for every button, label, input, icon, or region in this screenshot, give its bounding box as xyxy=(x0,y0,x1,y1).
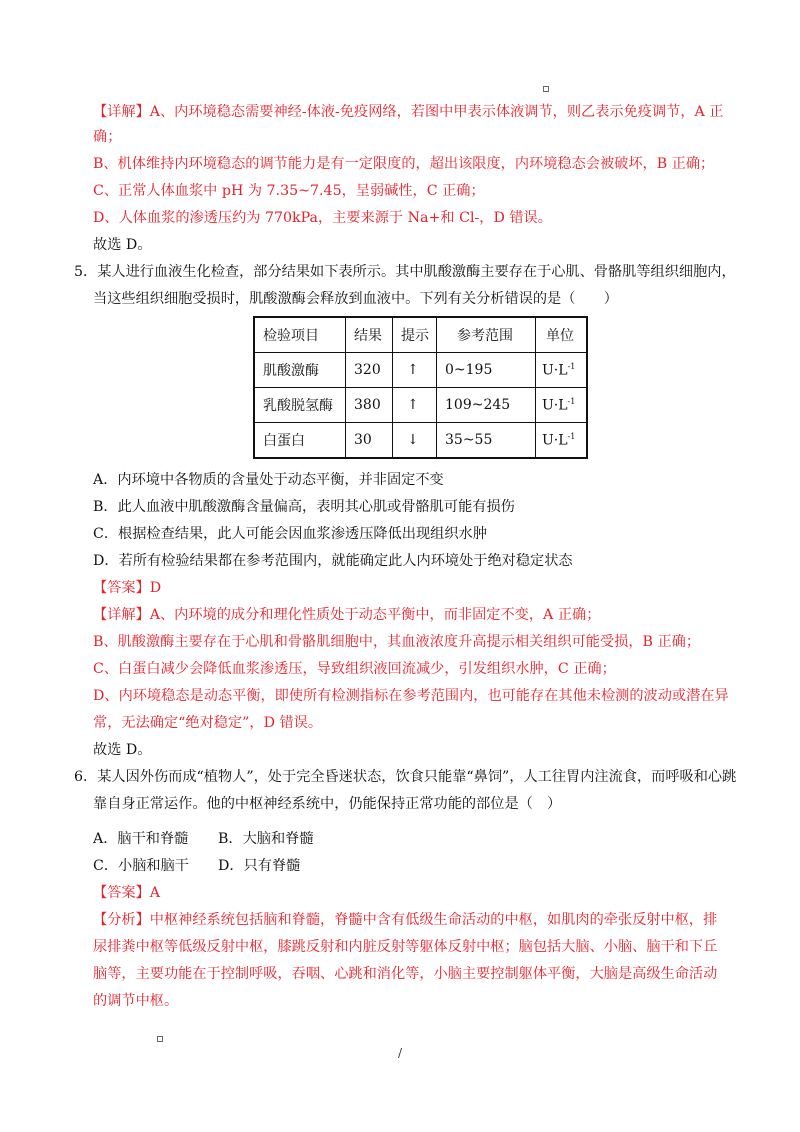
explain-line: 确； xyxy=(93,129,122,145)
question-6-stem: 靠自身正常运作。他的中枢神经系统中，仍能保持正常功能的部位是（ ） xyxy=(93,796,562,812)
unit-exponent: -1 xyxy=(567,396,576,406)
header-cell: 单位 xyxy=(536,317,588,353)
table-row xyxy=(254,353,587,388)
option-a: A．内环境中各物质的含量处于动态平衡，并非固定不变 xyxy=(93,472,444,488)
explain-line: D、人体血浆的渗透压约为 770kPa，主要来源于 Na+和 Cl-，D 错误。 xyxy=(93,210,552,226)
corner-mark-bottom xyxy=(157,1036,163,1042)
unit-base: U·L xyxy=(542,397,568,414)
analysis-line: 脑等，主要功能在于控制呼吸，吞咽、心跳和消化等，小脑主要控制躯体平衡，大脑是高级生命活动 xyxy=(93,966,718,982)
option-c: C．根据检查结果，此人可能会因血浆渗透压降低出现组织水肿 xyxy=(93,526,487,542)
question-5-stem: 当这些组织细胞受损时，肌酸激酶会释放到血液中。下列有关分析错误的是（ ） xyxy=(93,291,618,307)
table-row xyxy=(254,423,587,459)
explain-line: 常，无法确定“绝对稳定”，D 错误。 xyxy=(93,715,323,731)
analysis-line: 尿排粪中枢等低级反射中枢，膝跳反射和内脏反射等躯体反射中枢；脑包括大脑、小脑、脑干和下丘 xyxy=(93,939,718,955)
page-footer: / xyxy=(398,1046,403,1060)
explain-line: B、机体维持内环境稳态的调节能力是有一定限度的，超出该限度，内环境稳态会被破坏，B 正确； xyxy=(93,156,715,172)
answer-label: 【答案】D xyxy=(93,580,162,596)
cell: 白蛋白 xyxy=(254,423,346,459)
unit-exponent: -1 xyxy=(567,431,576,441)
cell: 0~195 xyxy=(437,353,536,388)
cell: ↓ xyxy=(393,423,437,459)
option-a: A．脑干和脊髓 xyxy=(93,831,189,847)
option-b: B．此人血液中肌酸激酶含量偏高，表明其心肌或骨骼肌可能有损伤 xyxy=(93,499,515,515)
cell xyxy=(536,423,588,459)
unit-base: U·L xyxy=(542,432,568,449)
explain-line: D、内环境稳态是动态平衡，即使所有检测指标在参考范围内，也可能存在其他未检测的波动或潜在异 xyxy=(93,688,729,704)
cell: 肌酸激酶 xyxy=(254,353,346,388)
conclusion-line: 故选 D。 xyxy=(93,237,152,253)
cell: 35~55 xyxy=(437,423,536,459)
analysis-line: 的调节中枢。 xyxy=(93,993,179,1009)
table-header-row xyxy=(254,317,587,353)
explain-line: C、白蛋白减少会降低血浆渗透压，导致组织液回流减少，引发组织水肿，C 正确； xyxy=(93,661,616,677)
option-d: D．若所有检验结果都在参考范围内，就能确定此人内环境处于绝对稳定状态 xyxy=(93,553,573,569)
explain-line: C、正常人体血浆中 pH 为 7.35~7.45，呈弱碱性，C 正确； xyxy=(93,183,485,199)
lab-results-table xyxy=(253,316,588,459)
header-cell: 参考范围 xyxy=(437,317,536,353)
cell: 320 xyxy=(346,353,393,388)
cell: 109~245 xyxy=(437,388,536,423)
analysis-line: 【分析】中枢神经系统包括脑和脊髓，脊髓中含有低级生命活动的中枢，如肌肉的牵张反射中枢，排 xyxy=(93,912,718,928)
cell: 380 xyxy=(346,388,393,423)
option-b: B．大脑和脊髓 xyxy=(218,831,314,847)
option-c: C．小脑和脑干 xyxy=(93,858,189,874)
cell: 30 xyxy=(346,423,393,459)
explain-line: 【详解】A、内环境的成分和理化性质处于动态平衡中，而非固定不变，A 正确； xyxy=(93,607,601,623)
unit-base: U·L xyxy=(542,362,568,379)
header-cell: 结果 xyxy=(346,317,393,353)
question-5-stem: 5．某人进行血液生化检查，部分结果如下表所示。其中肌酸激酶主要存在于心肌、骨骼肌等组织细胞内， xyxy=(74,264,736,280)
answer-label: 【答案】A xyxy=(93,885,160,901)
cell xyxy=(536,388,588,423)
conclusion-line: 故选 D。 xyxy=(93,742,152,758)
corner-mark-top xyxy=(543,86,549,92)
table-row xyxy=(254,388,587,423)
option-d: D．只有脊髓 xyxy=(218,858,301,874)
question-6-stem: 6．某人因外伤而成“植物人”，处于完全昏迷状态，饮食只能靠“鼻饲”，人工往胃内注流食，而呼吸和心跳 xyxy=(74,769,737,785)
unit-exponent: -1 xyxy=(567,361,576,371)
header-cell: 提示 xyxy=(393,317,437,353)
header-cell: 检验项目 xyxy=(254,317,346,353)
explain-line: 【详解】A、内环境稳态需要神经-体液-免疫网络，若图中甲表示体液调节，则乙表示免疫调节，A 正 xyxy=(93,104,724,120)
cell xyxy=(536,353,588,388)
cell: ↑ xyxy=(393,388,437,423)
cell: ↑ xyxy=(393,353,437,388)
explain-line: B、肌酸激酶主要存在于心肌和骨骼肌细胞中，其血液浓度升高提示相关组织可能受损，B 正确； xyxy=(93,634,701,650)
cell: 乳酸脱氢酶 xyxy=(254,388,346,423)
